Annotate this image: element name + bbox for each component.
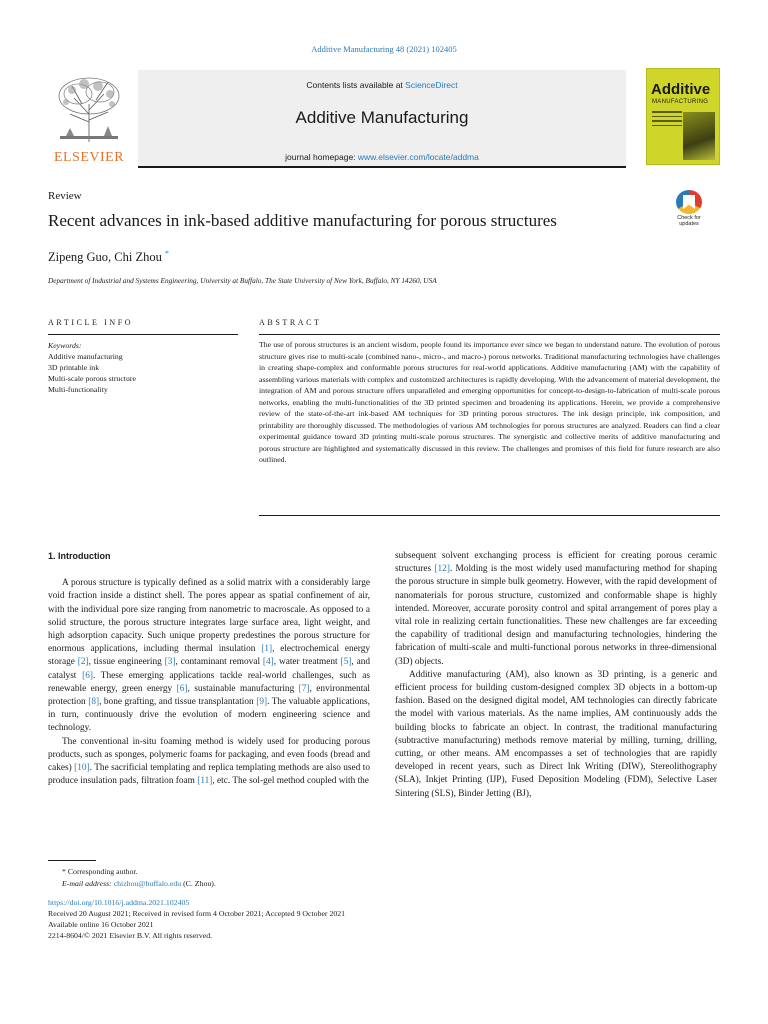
crossmark-button[interactable] <box>676 190 702 228</box>
tree-icon <box>52 74 126 144</box>
citation-link[interactable]: [6] <box>82 670 93 681</box>
citation-link[interactable]: [10] <box>74 763 90 774</box>
paragraph: subsequent solvent exchanging process is efficient for creating porous ceramic structures [12]. Molding is the most widely used manufacturing method for shaping the porous structure in simple bulk geometry. However, with the rapid development of nanomaterials for porous structure, customized and conformable shape is highly intended. Moreover, accurate porosity control and spital arrangement of pores play a vital role in realizing certain functionalities. These new challenges are far exceeding the capability of traditional design and manufacturing technologies, hindering the fabrication of multi-scale and multi-functional porous networks in three-dimensional (3D) objects. <box>395 551 718 667</box>
article-info-rule <box>48 334 238 335</box>
body-column-left <box>48 550 370 788</box>
affiliation: Department of Industrial and Systems Engineering, University at Buffalo, The State University of New York, Buffalo, NY 14260, USA <box>48 276 437 285</box>
sciencedirect-link[interactable]: ScienceDirect <box>405 80 458 90</box>
journal-banner <box>138 70 626 168</box>
copyright: 2214-8604/© 2021 Elsevier B.V. All rights reserved. <box>48 931 213 940</box>
paragraph: Additive manufacturing (AM), also known as 3D printing, is a generic and efficient process for building custom-designed complex 3D objects in a bottom-up fashion. Based on the designed digital model, AM technologies can directly fabricate the model with various materials. As the name implies, AM continuously adds the building blocks to fabricate an object. In contrast, the traditional manufacturing (subtractive manufacturing) methods remove material by milling, turning, drilling, cutting, or other means. AM encompasses a set of technologies that are rapidly developed in recent years, such as Direct Ink Writing (DIW), Stereolithography (SLA), Inkjet Printing (IJP), Fused Deposition Modeling (FDM), Selective Laser Sintering (SLS), Binder Jetting (BJ), <box>395 669 717 799</box>
keyword-item: Multi-scale porous structure <box>48 374 136 383</box>
corresponding-note: * Corresponding author. <box>62 867 138 876</box>
masthead <box>48 70 720 168</box>
article-type: Review <box>48 190 82 202</box>
corresponding-author-mark[interactable]: * <box>165 249 170 258</box>
citation-link[interactable]: [12] <box>434 564 450 575</box>
journal-reference[interactable]: Additive Manufacturing 48 (2021) 102405 <box>311 44 457 54</box>
publisher-name: ELSEVIER <box>53 150 125 165</box>
abstract-text: The use of porous structures is an ancient wisdom, people found its importance ever since we began to understand nature. The evolution of porous structure gives rise to multi-scale (combined nano-, micro-, and macro-) porous networks. Traditional manufacturing technologies have challenges in creating shape-complex and conformable porous structures for real-world applications. Additive manufacturing (AM) with the capability of assembling various materials with complex and customized architectures is rapidly developing. With the advancement of material development, the integration of AM and porous structure offers unparalleled and emerging opportunities for concept-to-design-to-fabrication of multi-scale porous networks, enabling the multi-functionalities of the 3D printed specimen and broadening its applications. Herein, we provide a comprehensive review of the state-of-the-art ink-based AM techniques for 3D printing porous structures. The ink design principle, ink composition, and printability are thoroughly discussed. The methodologies of various AM technologies for porous structures are analyzed. Readers can find a clear experimental guidance toward 3D printing multi-scale porous structures. The synergistic and collective merits of additive manufacturing and porous structure are highlighted and systematically discussed in this review. The challenges and promises of this field for future research are also outlined. <box>259 340 720 464</box>
elsevier-logo[interactable] <box>48 70 130 168</box>
abstract-bottom-rule <box>259 515 720 516</box>
email-note: E-mail address: chizhou@buffalo.edu (C. Zhou). <box>62 879 216 888</box>
keyword-item: Multi-functionality <box>48 385 108 394</box>
citation-link[interactable]: [1] <box>261 644 273 655</box>
citation-link[interactable]: [5] <box>340 657 352 668</box>
homepage-link[interactable]: www.elsevier.com/locate/addma <box>357 152 479 162</box>
paragraph: The conventional in-situ foaming method is widely used for producing porous products, such as sponges, polymeric foams for packaging, and even foods (bread and cakes) [10]. The sacrificial templating and replica templating methods are also used to produce insulation pads, filtration foam [11], etc. The sol-gel method coupled with the <box>48 736 370 787</box>
citation-link[interactable]: [7] <box>298 683 310 694</box>
citation-link[interactable]: [3] <box>164 657 176 668</box>
cover-image <box>683 112 715 160</box>
contents-line: Contents lists available at ScienceDirect <box>306 80 458 90</box>
author-list: Zipeng Guo, Chi Zhou * <box>48 249 170 265</box>
homepage-line: journal homepage: www.elsevier.com/locate/addma <box>285 152 479 162</box>
crossmark-label: Check for updates <box>677 215 701 227</box>
journal-cover[interactable] <box>646 68 720 165</box>
citation-link[interactable]: [6] <box>176 683 188 694</box>
footnote-rule <box>48 860 96 861</box>
received-dates: Received 20 August 2021; Received in revised form 4 October 2021; Accepted 9 October 2021 <box>48 909 346 918</box>
keywords-label: Keywords: <box>48 341 82 350</box>
publication-info <box>48 897 345 941</box>
cover-text-lines <box>652 111 682 129</box>
citation-link[interactable]: [2] <box>77 657 89 668</box>
email-link[interactable]: chizhou@buffalo.edu <box>113 879 182 888</box>
citation-link[interactable]: [9] <box>256 697 268 708</box>
article-title: Recent advances in ink-based additive manufacturing for porous structures <box>48 211 557 230</box>
crossmark-icon <box>676 190 702 214</box>
abstract-heading: ABSTRACT <box>259 318 322 327</box>
body-column-right <box>395 550 717 801</box>
footnote <box>62 866 216 890</box>
article-info-heading: ARTICLE INFO <box>48 318 134 327</box>
section-heading: 1. Introduction <box>48 551 111 561</box>
doi-link[interactable]: https://doi.org/10.1016/j.addma.2021.102405 <box>48 898 190 907</box>
abstract-rule <box>259 334 720 335</box>
keywords-block <box>48 340 238 395</box>
keyword-item: Additive manufacturing <box>48 352 123 361</box>
citation-link[interactable]: [11] <box>197 776 213 787</box>
cover-title: Additive <box>651 81 711 98</box>
paragraph: A porous structure is typically defined as a solid matrix with a considerably large void fraction inside a distinct shell. The pores appear as spatial confinement of air, with the individual pore size ranging from nanometric to macroscale. As opposed to a solid structure, the porous structure integrates large surface area, light weight, and high adsorption capacity. Such unique property predestines the porous structure for enormous applications, including thermal insulation [1], electrochemical energy storage [2], tissue engineering [3], contaminant removal [4], water treatment [5], and catalyst [6]. These emerging applications tackle real-world challenges, such as renewable energy, green energy [6], sustainable manufacturing [7], environmental protection [8], bone grafting, and tissue transplantation [9]. The valuable applications, in turn, continuously drive the evolution of modern engineering science and technology. <box>48 578 371 734</box>
keyword-item: 3D printable ink <box>48 363 100 372</box>
online-date: Available online 16 October 2021 <box>48 920 154 929</box>
cover-subtitle: MANUFACTURING <box>652 99 709 105</box>
citation-link[interactable]: [8] <box>88 697 100 708</box>
citation-link[interactable]: [4] <box>262 657 274 668</box>
journal-title: Additive Manufacturing <box>295 108 469 127</box>
